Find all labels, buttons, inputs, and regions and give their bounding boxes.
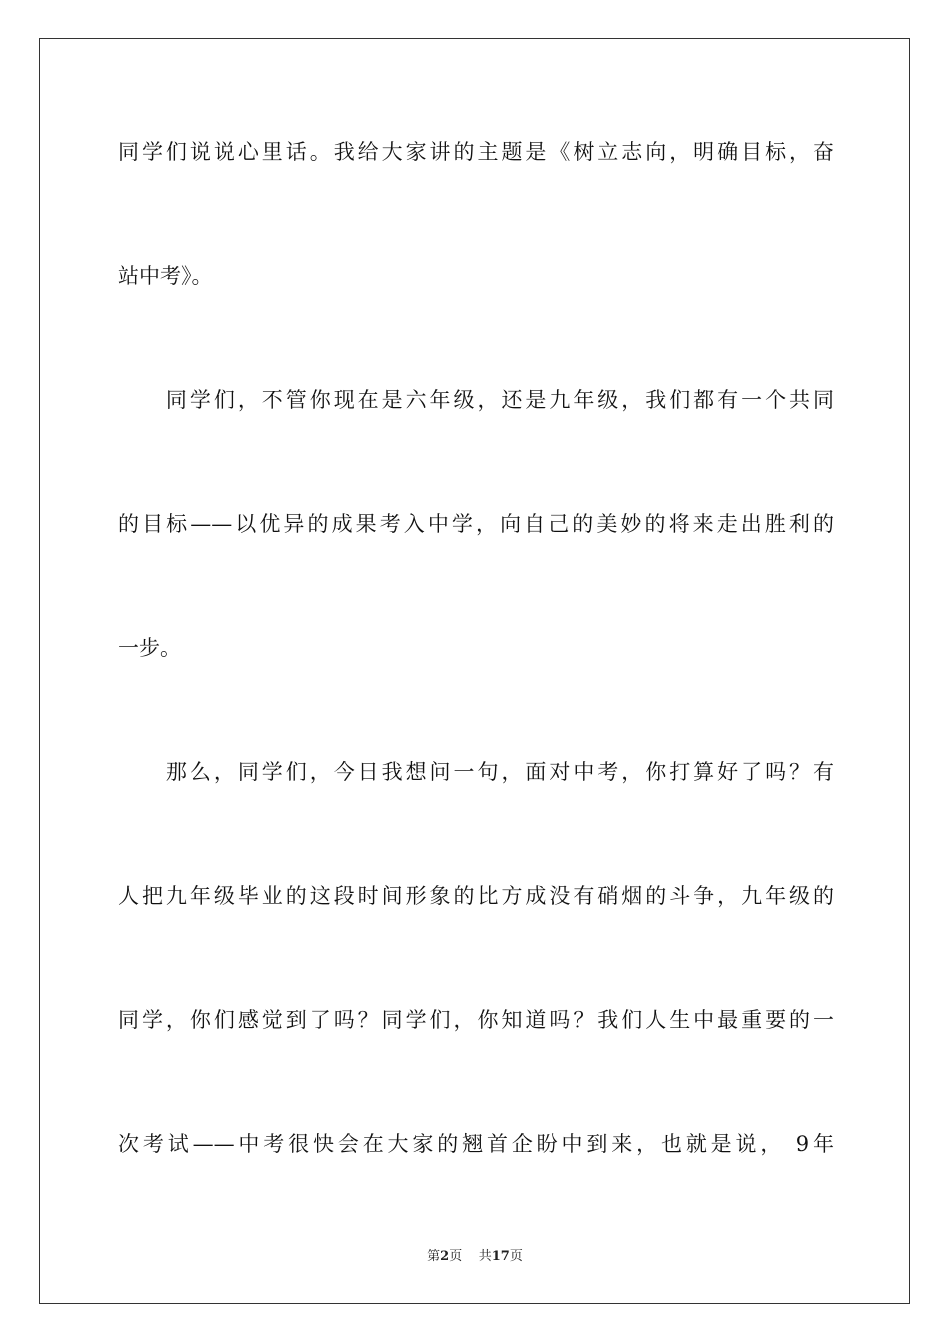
page-footer bbox=[0, 1248, 950, 1266]
text-line-7: 人把九年级毕业的这段时间形象的比方成没有硝烟的斗争，九年级的 bbox=[118, 884, 834, 908]
text-line-9: 次考试——中考很快会在大家的翘首企盼中到来，也就是说， 9年 bbox=[118, 1132, 834, 1156]
text-line-3: 同学们，不管你现在是六年级，还是九年级，我们都有一个共同 bbox=[118, 388, 834, 412]
footer-total-suffix: 页 bbox=[509, 1249, 523, 1264]
text-line-8: 同学，你们感觉到了吗？同学们，你知道吗？我们人生中最重要的一 bbox=[118, 1008, 834, 1032]
text-line-6: 那么，同学们，今日我想问一句，面对中考，你打算好了吗？有 bbox=[118, 760, 834, 784]
footer-page-number: 2 bbox=[440, 1249, 450, 1264]
footer-total-pages: 17 bbox=[491, 1249, 510, 1264]
page-border bbox=[39, 38, 910, 1304]
text-line-1: 同学们说说心里话。我给大家讲的主题是《树立志向，明确目标，奋 bbox=[118, 140, 834, 164]
footer-page-prefix: 第 bbox=[427, 1249, 441, 1264]
text-line-5: 一步。 bbox=[118, 636, 181, 660]
text-line-4: 的目标——以优异的成果考入中学，向自己的美妙的将来走出胜利的 bbox=[118, 512, 834, 536]
footer-page-suffix: 页 bbox=[449, 1249, 463, 1264]
text-line-2: 站中考》。 bbox=[118, 264, 213, 288]
footer-total-prefix: 共 bbox=[478, 1249, 492, 1264]
